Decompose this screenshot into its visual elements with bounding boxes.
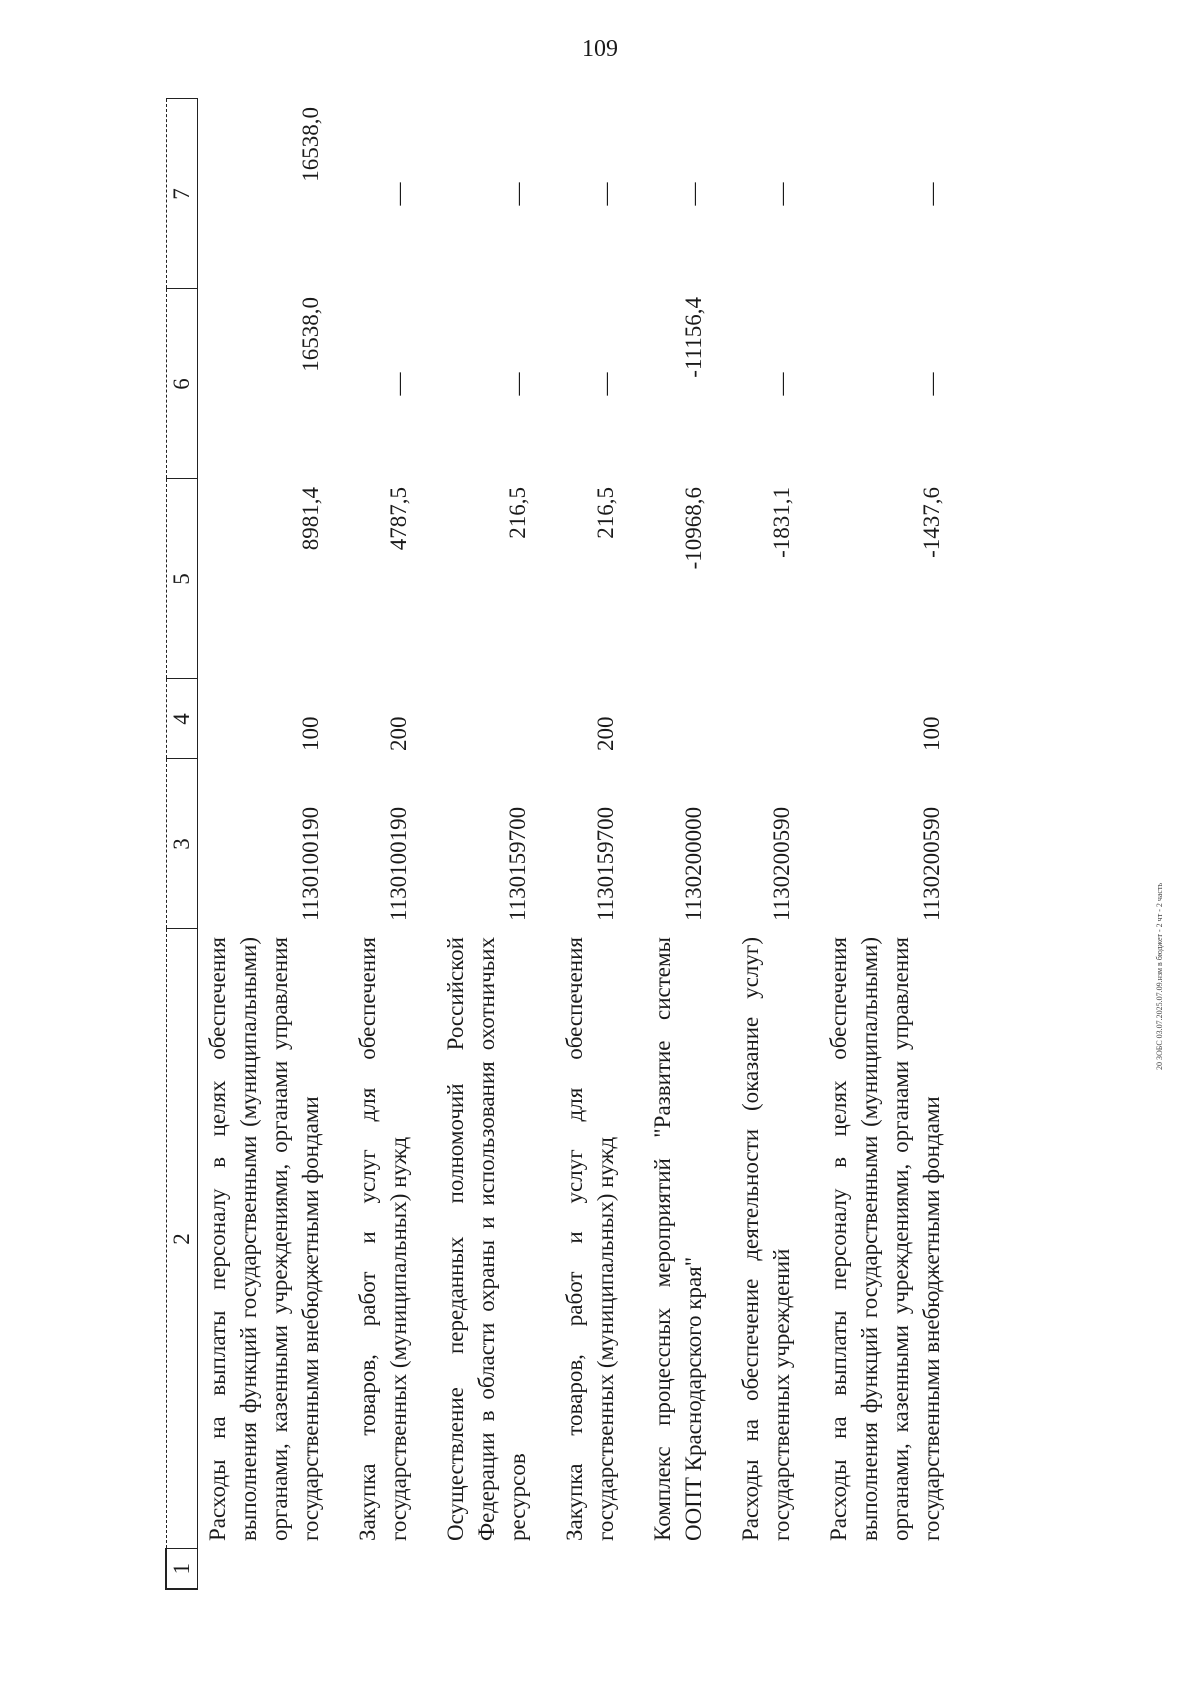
code-cell: 1130100190: [298, 806, 323, 921]
table-row: [418, 99, 537, 1589]
description-cell: Закупка товаров, работ и услуг для обеспечения государственных (муниципальных) нужд: [355, 937, 411, 1541]
col7-cell: —: [505, 182, 530, 206]
col7-cell: —: [681, 182, 706, 206]
column-header: 6: [166, 289, 198, 479]
row-index-cell: [625, 1549, 713, 1589]
code-cell: 1130200590: [769, 806, 794, 921]
type-cell: 100: [919, 716, 944, 751]
row-index-cell: [713, 1549, 801, 1589]
footer-note-text: 20 ЗОБС 03.07.2025.07.09.нзм в бюджет - 2 чт - 2 часть: [1155, 882, 1164, 1070]
amount-cell: 216,5: [593, 487, 618, 539]
amount-cell: 216,5: [505, 487, 530, 539]
budget-table: [165, 99, 951, 1591]
description-cell: Расходы на выплаты персоналу в целях обеспечения выполнения функций государственными (муниципальными) органами, казенными учреждениями, органами управления государственными внебюджетными фондами: [205, 937, 323, 1541]
col6-cell: -11156,4: [681, 297, 706, 378]
table-body: [198, 99, 952, 1589]
col6-cell: —: [386, 372, 411, 396]
table-row: [713, 99, 801, 1589]
column-header: 7: [166, 99, 198, 289]
column-header: 2: [166, 929, 198, 1549]
column-header: 4: [166, 679, 198, 759]
amount-cell: -1831,1: [769, 487, 794, 558]
amount-cell: -1437,6: [919, 487, 944, 558]
col6-cell: —: [769, 372, 794, 396]
code-cell: 1130100190: [386, 806, 411, 921]
amount-cell: -10968,6: [681, 487, 706, 570]
page-number: 109: [582, 36, 618, 62]
column-header: 1: [166, 1549, 198, 1589]
footer-note: [1155, 882, 1165, 1080]
type-cell: 200: [593, 716, 618, 751]
row-index-cell: [801, 1549, 951, 1589]
rotated-table-sheet: [165, 100, 1045, 1590]
description-cell: Комплекс процессных мероприятий "Развитие системы ООПТ Краснодарского края": [650, 937, 706, 1541]
col7-cell: 16538,0: [298, 107, 323, 182]
column-header: 3: [166, 759, 198, 929]
row-index-cell: [537, 1549, 625, 1589]
type-cell: 200: [386, 716, 411, 751]
col6-cell: —: [505, 372, 530, 396]
code-cell: 1130159700: [593, 806, 618, 921]
col7-cell: —: [919, 182, 944, 206]
row-index-cell: [418, 1549, 537, 1589]
table-row: [625, 99, 713, 1589]
type-cell: 100: [298, 716, 323, 751]
description-cell: Осуществление переданных полномочий Российской Федерации в области охраны и использования охотничьих ресурсов: [443, 937, 530, 1541]
code-cell: 1130159700: [505, 806, 530, 921]
table-row: [537, 99, 625, 1589]
table-row: [330, 99, 418, 1589]
description-cell: Закупка товаров, работ и услуг для обеспечения государственных (муниципальных) нужд: [562, 937, 618, 1541]
description-cell: Расходы на обеспечение деятельности (оказание услуг) государственных учреждений: [738, 937, 794, 1541]
col7-cell: —: [593, 182, 618, 206]
col7-cell: —: [769, 182, 794, 206]
col7-cell: —: [386, 182, 411, 206]
description-cell: Расходы на выплаты персоналу в целях обеспечения выполнения функций государственными (муниципальными) органами, казенными учреждениями, органами управления государственными внебюджетными фондами: [826, 937, 944, 1541]
table-row: [198, 99, 331, 1589]
row-index-cell: [330, 1549, 418, 1589]
table-row: [801, 99, 951, 1589]
col6-cell: —: [593, 372, 618, 396]
code-cell: 1130200000: [681, 806, 706, 921]
amount-cell: 4787,5: [386, 487, 411, 551]
row-index-cell: [198, 1549, 331, 1589]
col6-cell: —: [919, 372, 944, 396]
type-cell: [418, 679, 537, 759]
col6-cell: 16538,0: [298, 297, 323, 372]
table-header: [166, 99, 198, 1589]
amount-cell: 8981,4: [298, 487, 323, 551]
type-cell: [713, 679, 801, 759]
type-cell: [625, 679, 713, 759]
code-cell: 1130200590: [919, 806, 944, 921]
column-header: 5: [166, 479, 198, 679]
